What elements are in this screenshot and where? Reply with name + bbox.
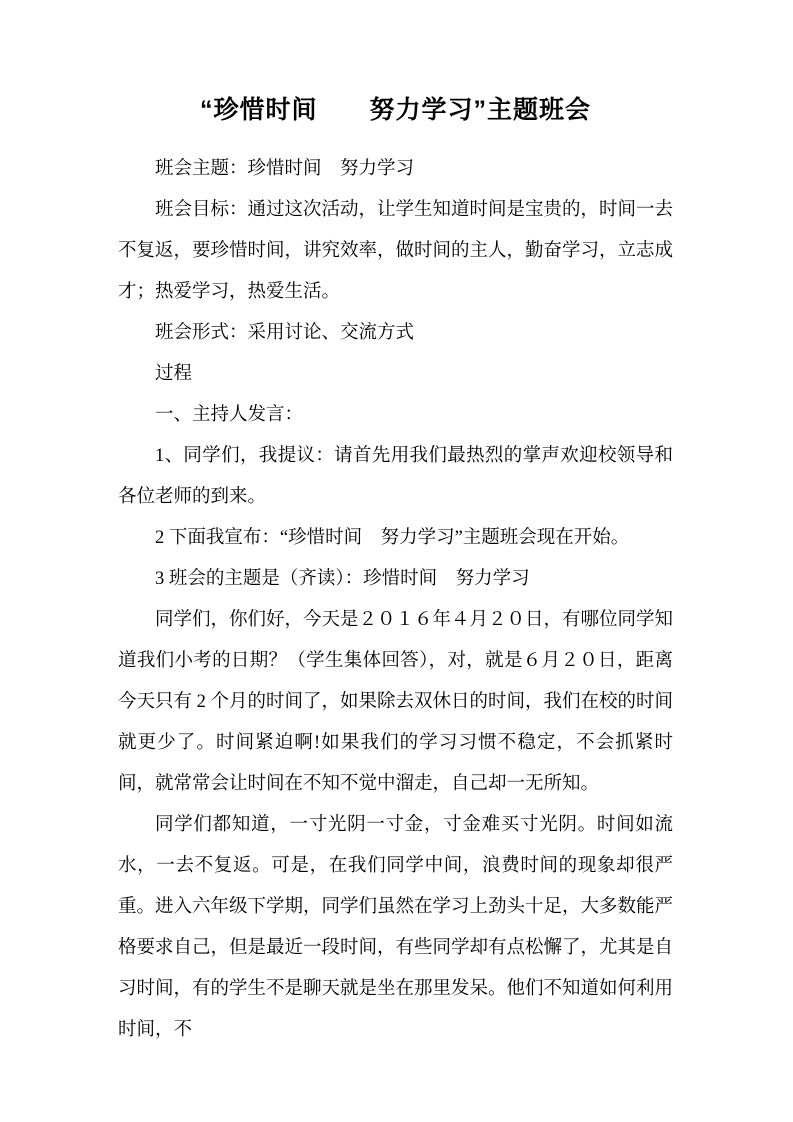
- paragraph: 2 下面我宣布：“珍惜时间 努力学习”主题班会现在开始。: [155, 528, 630, 548]
- paragraph: 过程: [155, 364, 193, 384]
- document-body: [118, 149, 673, 1051]
- paragraph: 1、同学们，我提议：请首先用我们最热烈的掌声欢迎校领导和各位老师的到来。: [118, 446, 673, 507]
- paragraph: 同学们，你们好，今天是２０１６年４月２０日，有哪位同学知道我们小考的日期？（学生集体回答），对，就是６月２０日，距离今天只有 2 个月的时间了，如果除去双休日的时间，我们在校的时间就更少了。时间紧迫啊!如果我们的学习习惯不稳定，不会抓紧时间，就常常会让时间在不知不觉中溜走，自己却一无所知。: [118, 610, 674, 794]
- paragraph: 班会主题：珍惜时间 努力学习: [155, 159, 415, 179]
- document-title: “珍惜时间 努力学习”主题班会: [199, 96, 591, 124]
- paragraph: 3 班会的主题是（齐读）：珍惜时间 努力学习: [155, 569, 530, 589]
- paragraph: 同学们都知道，一寸光阴一寸金，寸金难买寸光阴。时间如流水，一去不复返。可是，在我们同学中间，浪费时间的现象却很严重。进入六年级下学期，同学们虽然在学习上劲头十足，大多数能严格要求自己，但是最近一段时间，有些同学却有点松懈了，尤其是自习时间，有的学生不是聊天就是坐在那里发呆。他们不知道如何利用时间，不: [118, 815, 674, 1040]
- paragraph: 班会目标：通过这次活动，让学生知道时间是宝贵的，时间一去不复返，要珍惜时间，讲究效率，做时间的主人，勤奋学习，立志成才；热爱学习，热爱生活。: [118, 200, 674, 302]
- paragraph: 班会形式：采用讨论、交流方式: [155, 323, 415, 343]
- paragraph: 一、主持人发言：: [155, 405, 304, 425]
